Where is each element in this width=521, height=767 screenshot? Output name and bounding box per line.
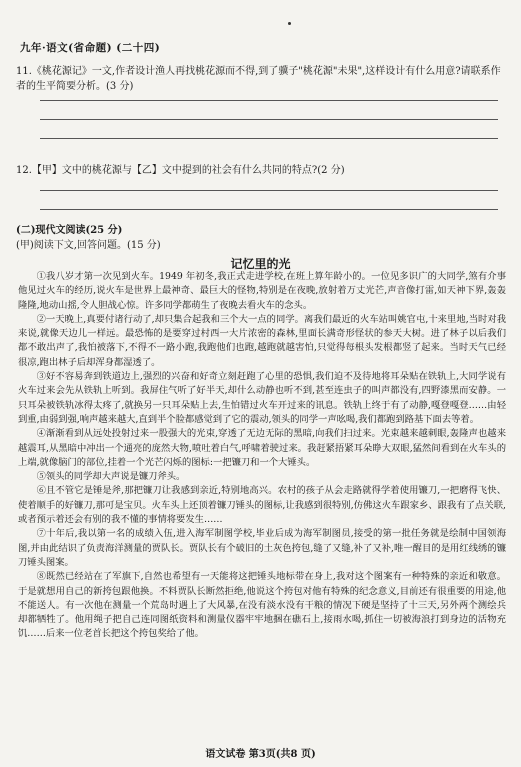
article-body <box>18 270 506 642</box>
answer-line[interactable] <box>40 100 498 101</box>
paragraph: ⑤领头的同学却大声说是镰刀斧头。 <box>36 471 186 483</box>
paragraph: ②一天晚上,真要付诸行动了,却只集合起我和三个大一点的同学。离我们最近的火车站叫姚官屯,十来里地,当时对我来说,就像天边儿一样远。最恐怖的是要穿过村西一大片浓密的森林,里面长满奇形怪状的参天大树。进了林子以后我们都不敢出声了,我怕被落下,不得不一路小跑,我跑他们也跑,越跑就越害怕,只觉得每根头发根都竖了起来。当时天气已经很凉,跑出林子后却浑身都湿透了。 <box>18 313 506 368</box>
question-11: 11.《桃花源记》一文,作者设计渔人再找桃花源而不得,到了骥子"桃花源"未果",这样设计有什么用意?请联系作者的生平简要分析。(3 分) <box>16 66 501 92</box>
paragraph: ①我八岁才第一次见到火车。1949 年初冬,我正式走进学校,在班上算年龄小的。一位见多识广的大同学,煞有介事他见过火车的经历,说火车是世界上最神奇、最巨大的怪物,特别是在夜晚,放射着万丈光芒,声音像打雷,如天神下界,轰轰隆隆,地动山摇,令人胆战心惊。许多同学都萌生了夜晚去看火车的念头。 <box>18 271 506 311</box>
page-header: 九年·语文(省命题) (二十四) <box>20 42 161 54</box>
paragraph: ③好不容易奔到铁道边上,强烈的兴奋和好奇立刻赶跑了心里的恐惧,我们迫不及待地将耳朵贴在铁轨上,大同学说有火车过来会先从铁轨上听到。我屏住气听了好半天,却什么动静也听不到,甚至连虫子的叫声都没有,四野漆黑而安静。一只耳朵被铁轨冰得太疼了,就换另一只耳朵贴上去,生怕错过火车开过来的讯息。铁轨上终于有了动静,嘎登嘎登……由轻到重,由弱到强,响声越来越大,直到半个脸都感觉到了它的震动,领头的同学一声吆喝,我们都跑到路基下面去等着。 <box>18 371 506 425</box>
page-footer: 语文试卷 第3页(共8 页) <box>205 749 316 760</box>
subsection-heading: (甲)阅读下文,回答问题。(15 分) <box>16 240 161 251</box>
paragraph: ⑧既然已经站在了军旗下,自然也希望有一天能将这把锤头地标带在身上,我对这个图案有一种特殊的亲近和敬意。于是就想用自己的新挎包跟他换。不料贾队长断然拒绝,他说这个挎包对他有特殊的纪念意义,目前还有很重要的用途,他不能送人。有一次他在测量一个荒岛时遇上了大风暴,在没有淡水没有干粮的情况下硬是坚持了十三天,另外两个测绘兵却都牺牲了。他用绳子把自己连同图纸资料和测量仪器牢牢地捆在礁石上,接雨水喝,抓住一切被海浪打到身边的活物充饥……后来一位老首长把这个挎包奖给了他。 <box>18 571 506 640</box>
stray-dot <box>288 22 291 25</box>
answer-line[interactable] <box>40 209 498 210</box>
article-title: 记忆里的光 <box>230 257 291 271</box>
paragraph: ④渐渐看到从远处投射过来一股强大的光束,穿透了无边无际的黑暗,向我们扫过来。光束越来越刺眼,轰隆声也越来越震耳,从黑暗中冲出一个通亮的庞然大物,喷吐着白气,呼啸着驶过来。我赶紧捂紧耳朵睁大双眼,猛然间看到在火车头的上端,就像脑门的部位,挂着一个光芒闪烁的图标:一把镰刀和一个大锤头。 <box>18 428 506 468</box>
section-heading: (二)现代文阅读(25 分) <box>16 225 123 236</box>
answer-line[interactable] <box>40 119 498 120</box>
paragraph: ⑦十年后,我以第一名的成绩入伍,进入海军制图学校,毕业后成为海军制图员,接受的第一批任务就是绘制中国领海图,并由此结识了负责海洋测量的贾队长。贾队长有个破旧的土灰色挎包,缝了又缝,补了又补,唯一醒目的是用红线绣的镰刀锤头图案。 <box>18 528 506 568</box>
question-12: 12.【甲】文中的桃花源与【乙】文中提到的社会有什么共同的特点?(2 分) <box>16 165 345 176</box>
answer-line[interactable] <box>40 138 498 139</box>
answer-line[interactable] <box>40 190 498 191</box>
paragraph: ⑥且不管它是锤是斧,那把镰刀让我感到亲近,特别地高兴。农村的孩子从会走路就得学着使用镰刀,一把磨得飞快、使着顺手的好镰刀,那可是宝贝。火车头上还顶着镰刀锤头的图标,让我感到很特别,仿佛这火车跟家乡、跟我有了点关联,或者预示着还会有别的我不懂的事情将要发生…… <box>18 485 506 526</box>
